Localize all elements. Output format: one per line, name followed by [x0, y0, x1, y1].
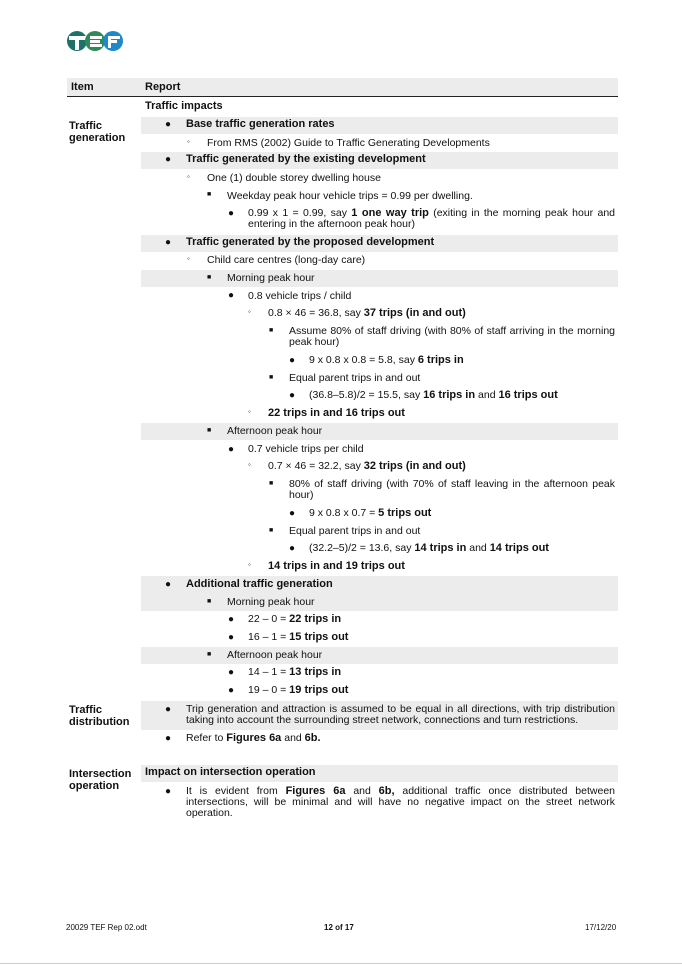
- bullet-icon: ●: [228, 632, 235, 643]
- square-bullet-icon: ■: [207, 598, 212, 605]
- calc1-bold: 1 one way trip: [351, 207, 429, 219]
- add-am-1-line: [248, 614, 341, 625]
- add-pm-2-text: 19 – 0 =: [248, 684, 290, 696]
- add-am-1-bold: 22 trips in: [289, 613, 342, 625]
- square-bullet-icon: ■: [269, 480, 274, 487]
- intersection-text: [186, 786, 615, 819]
- add-am-2-line: [248, 632, 348, 643]
- square-bullet-icon: ■: [269, 327, 274, 334]
- calc1-line: [248, 208, 615, 230]
- bullet-icon: ●: [228, 290, 235, 301]
- pm-calc-bold: 32 trips (in and out): [363, 460, 466, 472]
- am-parent-in: 16 trips in: [423, 389, 476, 401]
- proposed-dev-heading: Traffic generated by the proposed development: [186, 236, 435, 248]
- add-pm-1-line: [248, 667, 341, 678]
- add-pm-1-text: 14 – 1 =: [248, 666, 290, 678]
- bullet-icon: ●: [165, 733, 172, 744]
- col-report-header: Report: [145, 81, 181, 93]
- circle-bullet-icon: ◦: [187, 172, 190, 181]
- pm-parent-out: 14 trips out: [489, 542, 549, 554]
- item-traffic-generation: Traffic generation: [69, 120, 126, 144]
- footer-filename: 20029 TEF Rep 02.odt: [66, 923, 147, 932]
- pm-parent-calc-line: [309, 543, 549, 554]
- table-header: [67, 78, 618, 97]
- am-total-line: 22 trips in and 16 trips out: [268, 407, 405, 419]
- calc1-text: 0.99 x 1 = 0.99, say: [248, 207, 352, 219]
- add-am-line: Morning peak hour: [227, 596, 315, 608]
- int-and: and: [345, 785, 379, 797]
- pm-staff-calc-line: [309, 508, 431, 519]
- circle-bullet-icon: ◦: [248, 460, 251, 469]
- base-rates-heading: Base traffic generation rates: [186, 118, 335, 130]
- square-bullet-icon: ■: [269, 374, 274, 381]
- am-staff-calc-text: 9 x 0.8 x 0.8 = 5.8, say: [309, 354, 418, 366]
- pm-parent-and: and: [466, 542, 490, 554]
- footer-date: 17/12/20: [585, 923, 617, 932]
- am-calc-text: 0.8 × 46 = 36.8, say: [268, 307, 364, 319]
- traffic-impacts-heading: Traffic impacts: [145, 100, 223, 112]
- pm-calc-text: 0.7 × 46 = 32.2, say: [268, 460, 364, 472]
- shade-am-peak: [141, 270, 618, 287]
- pm-rate-line: 0.7 vehicle trips per child: [248, 443, 364, 455]
- am-calc-bold: 37 trips (in and out): [363, 307, 466, 319]
- childcare-line: Child care centres (long-day care): [207, 254, 366, 266]
- bullet-icon: ●: [165, 786, 172, 797]
- bullet-icon: ●: [289, 543, 296, 554]
- add-pm-1-bold: 13 trips in: [289, 666, 342, 678]
- am-calc-line: [268, 308, 466, 319]
- item-intersection-operation: Intersection operation: [69, 768, 132, 792]
- add-am-2-text: 16 – 1 =: [248, 631, 290, 643]
- am-staff-calc-bold: 6 trips in: [417, 354, 464, 366]
- bullet-icon: ●: [289, 355, 296, 366]
- footer-page-number: 12 of 17: [324, 923, 354, 932]
- am-peak-line: Morning peak hour: [227, 272, 315, 284]
- refer-text: Refer to: [186, 732, 227, 744]
- am-parent-line: Equal parent trips in and out: [289, 372, 421, 384]
- square-bullet-icon: ■: [207, 651, 212, 658]
- int-fig-6b: 6b,: [378, 785, 395, 797]
- col-item-header: Item: [71, 81, 94, 93]
- square-bullet-icon: ■: [207, 191, 212, 198]
- bullet-icon: ●: [228, 444, 235, 455]
- pm-parent-line: Equal parent trips in and out: [289, 525, 421, 537]
- int-text-a: It is evident from: [186, 785, 286, 797]
- pm-staff-line: 80% of staff driving (with 70% of staff leaving in the afternoon peak hour): [289, 478, 615, 501]
- calc1-note: (exiting in the morning peak hour and entering in the afternoon peak hour): [248, 207, 615, 230]
- int-fig-6a: Figures 6a: [285, 785, 346, 797]
- pm-parent-in: 14 trips in: [414, 542, 467, 554]
- bullet-icon: ●: [165, 704, 172, 715]
- bullet-icon: ●: [228, 667, 235, 678]
- circle-bullet-icon: ◦: [187, 254, 190, 263]
- am-rate-line: 0.8 vehicle trips / child: [248, 290, 352, 302]
- am-parent-out: 16 trips out: [498, 389, 558, 401]
- add-pm-line: Afternoon peak hour: [227, 649, 323, 661]
- pm-staff-calc-text: 9 x 0.8 x 0.7 =: [309, 507, 379, 519]
- pm-peak-line: Afternoon peak hour: [227, 425, 323, 437]
- am-parent-and: and: [475, 389, 499, 401]
- refer-fig-6a: Figures 6a: [226, 732, 282, 744]
- bullet-icon: ●: [228, 614, 235, 625]
- pm-staff-calc-bold: 5 trips out: [378, 507, 432, 519]
- am-parent-calc-text: (36.8–5.8)/2 = 15.5, say: [309, 389, 424, 401]
- item-traffic-distribution: Traffic distribution: [69, 704, 130, 728]
- rms-source: From RMS (2002) Guide to Traffic Generating Developments: [207, 137, 490, 149]
- intersection-heading: Impact on intersection operation: [145, 766, 316, 778]
- bullet-icon: ●: [165, 237, 172, 248]
- pm-total-line: 14 trips in and 19 trips out: [268, 560, 405, 572]
- square-bullet-icon: ■: [207, 274, 212, 281]
- add-am-2-bold: 15 trips out: [289, 631, 349, 643]
- bullet-icon: ●: [289, 508, 296, 519]
- int-text-e: additional traffic once distributed between intersections, will be minimal and will have no negative impact on the street network operation.: [186, 785, 615, 819]
- refer-fig-6b: 6b.: [304, 732, 321, 744]
- add-am-1-text: 22 – 0 =: [248, 613, 290, 625]
- page-bottom-divider: [0, 963, 682, 964]
- bullet-icon: ●: [228, 685, 235, 696]
- additional-heading: Additional traffic generation: [186, 578, 333, 590]
- pm-calc-line: [268, 461, 466, 472]
- pm-parent-calc-text: (32.2–5)/2 = 13.6, say: [309, 542, 415, 554]
- add-pm-2-line: [248, 685, 348, 696]
- bullet-icon: ●: [165, 119, 172, 130]
- refer-and: and: [281, 732, 305, 744]
- circle-bullet-icon: ◦: [248, 307, 251, 316]
- square-bullet-icon: ■: [207, 427, 212, 434]
- existing-dev-heading: Traffic generated by the existing development: [186, 153, 426, 165]
- shade-add-pm: [141, 647, 618, 664]
- weekday-line: Weekday peak hour vehicle trips = 0.99 per dwelling.: [227, 190, 473, 202]
- shade-pm-peak: [141, 423, 618, 440]
- bullet-icon: ●: [289, 390, 296, 401]
- circle-bullet-icon: ◦: [187, 137, 190, 146]
- am-parent-calc-line: [309, 390, 558, 401]
- bullet-icon: ●: [228, 208, 235, 219]
- bullet-icon: ●: [165, 579, 172, 590]
- add-pm-2-bold: 19 trips out: [289, 684, 349, 696]
- company-logo: [66, 30, 124, 55]
- report-table: [67, 78, 618, 97]
- tef-logo-icon: [66, 30, 124, 52]
- distribution-text: Trip generation and attraction is assumed to be equal in all directions, with trip distribution taking into account the surrounding street network, connections and turn restrictions.: [186, 703, 615, 726]
- am-staff-calc-line: [309, 355, 464, 366]
- am-staff-line: Assume 80% of staff driving (with 80% of staff arriving in the morning peak hour): [289, 325, 615, 348]
- distribution-refer: [186, 733, 321, 744]
- circle-bullet-icon: ◦: [248, 407, 251, 416]
- square-bullet-icon: ■: [269, 527, 274, 534]
- dwelling-line: One (1) double storey dwelling house: [207, 172, 381, 184]
- bullet-icon: ●: [165, 154, 172, 165]
- circle-bullet-icon: ◦: [248, 560, 251, 569]
